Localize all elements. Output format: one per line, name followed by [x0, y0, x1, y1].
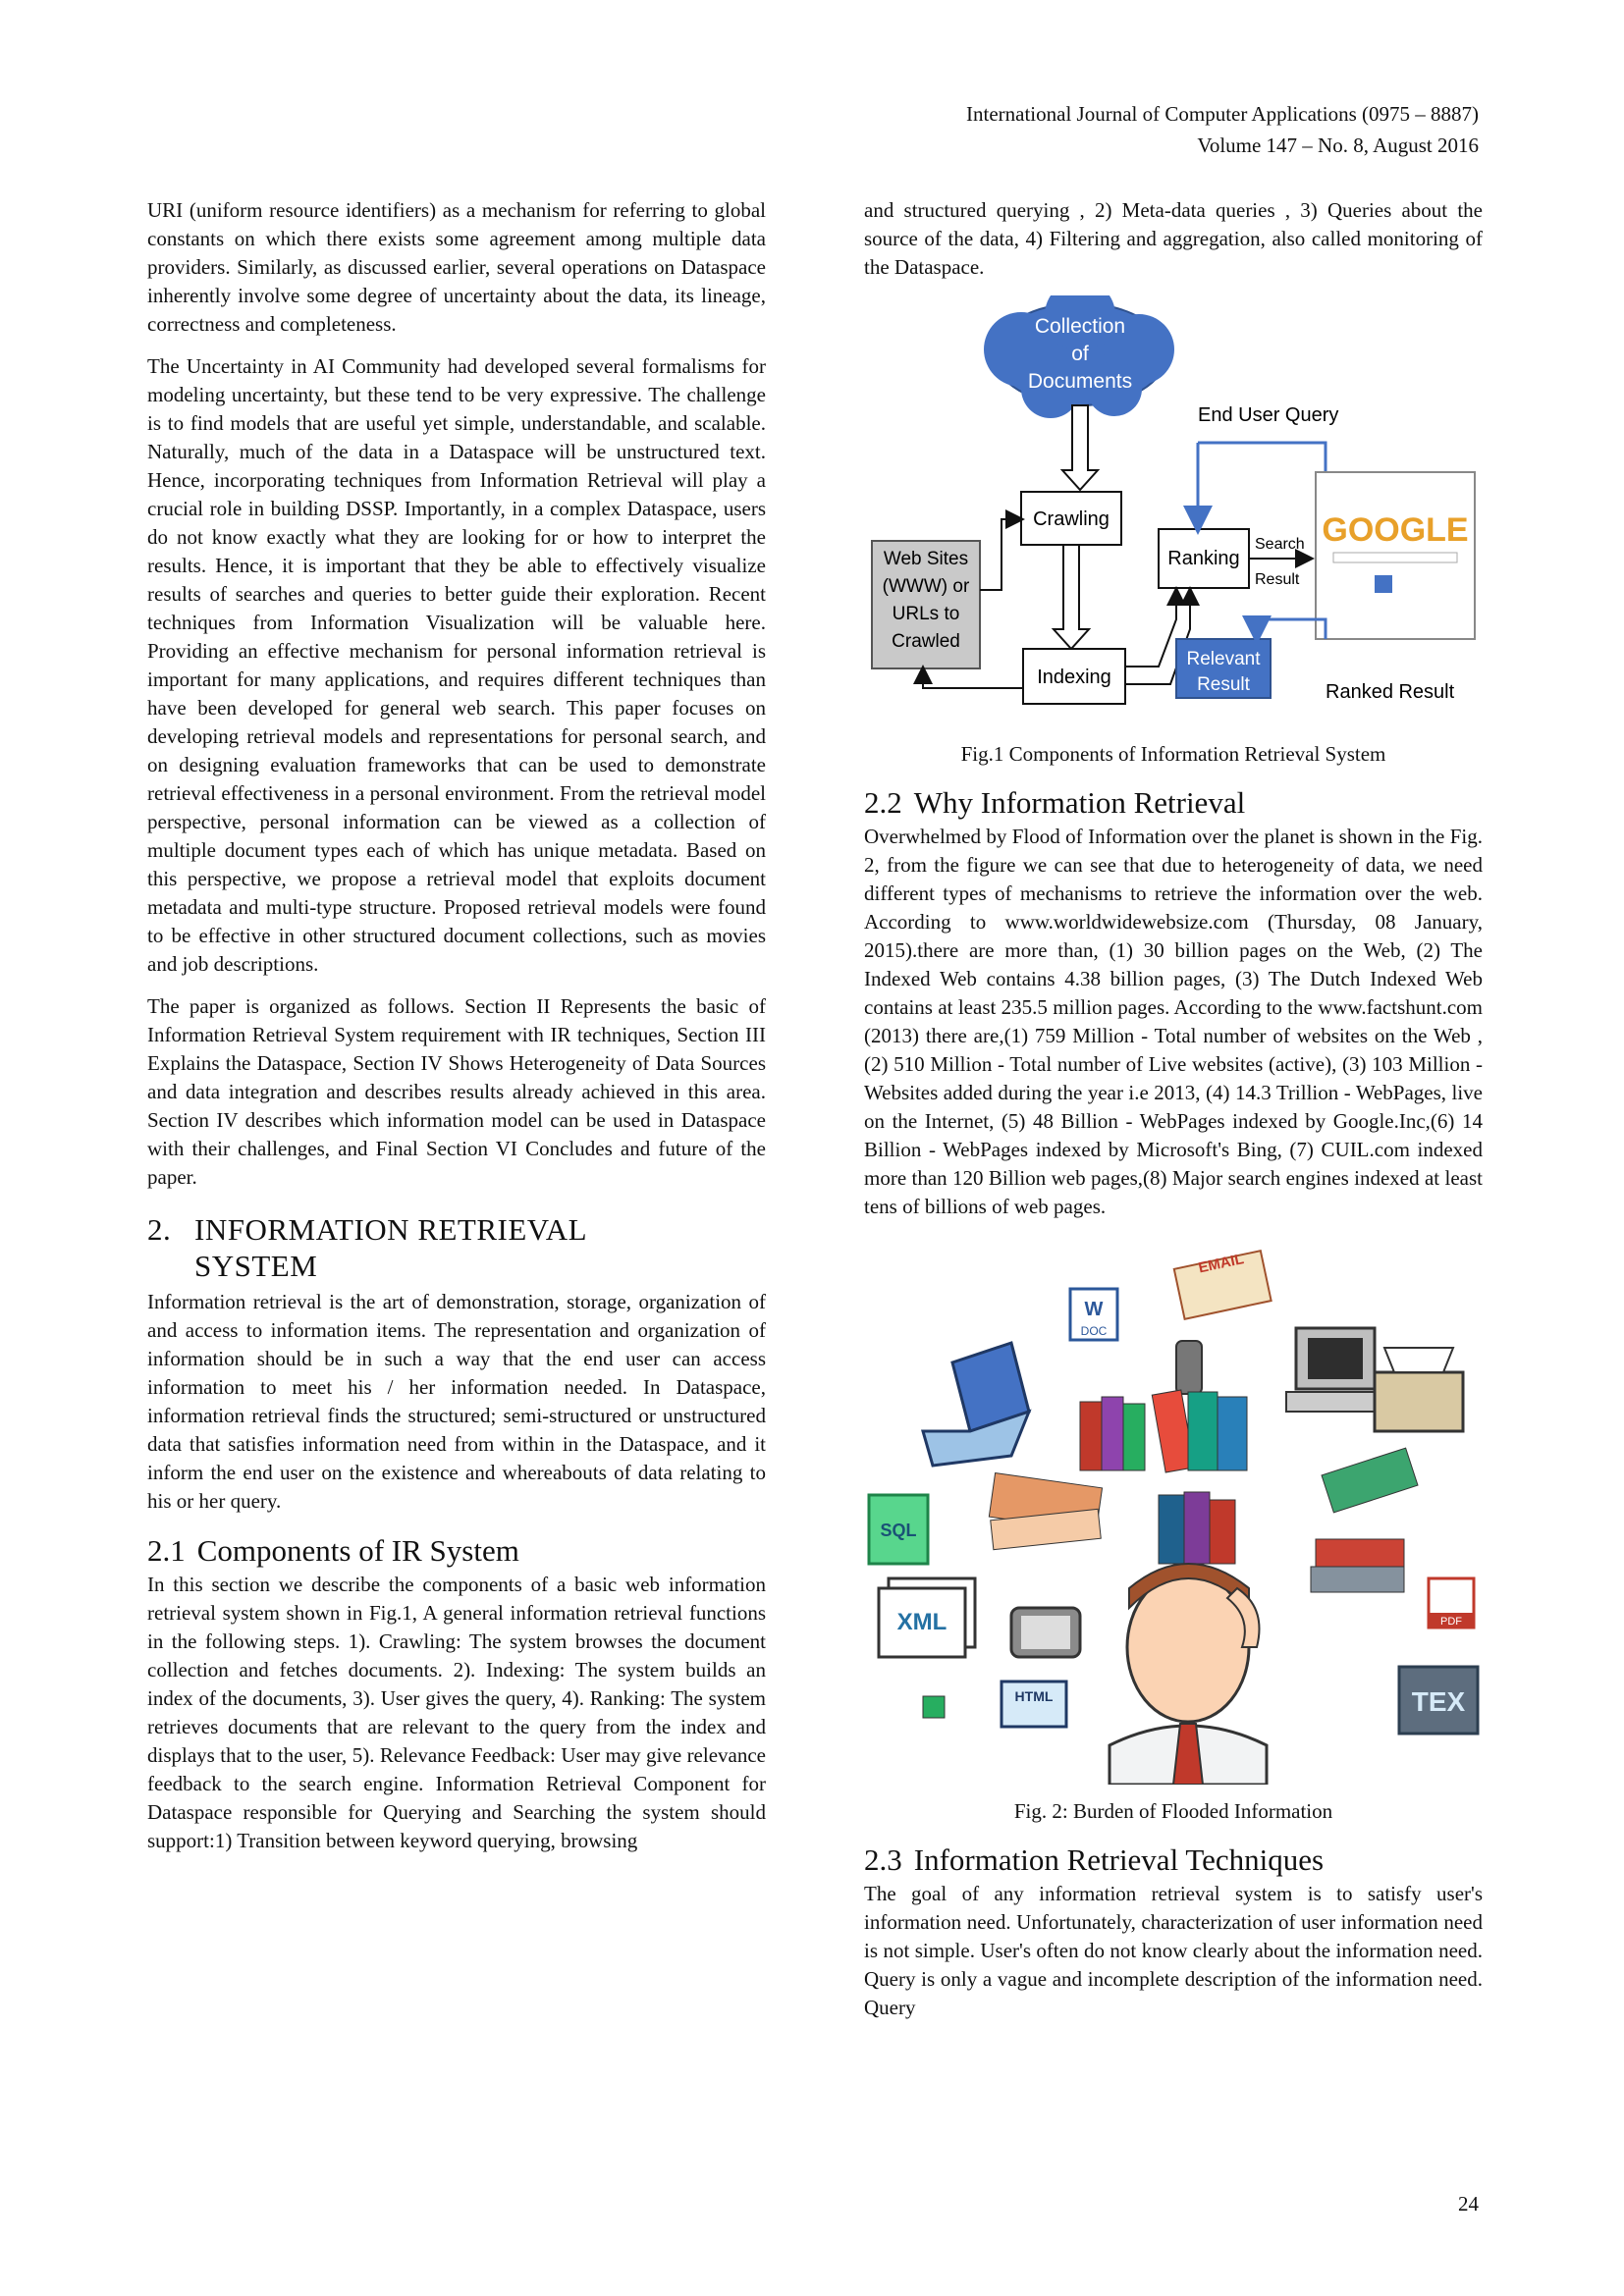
- html-icon: [1001, 1682, 1066, 1727]
- paragraph: The Uncertainty in AI Community had developed several formalisms for modeling uncertainty, but these tend to be very expressive. The challenge is to find models that are useful yet simple, understandable, and scalable. Naturally, much of the data in a Dataspace will be unstructured text. Hence, incorporating techniques from Information Retrieval will play a crucial role in building DSSP. Importantly, in a complex Dataspace, users do not know exactly what they are looking for or how to interpret the results. Hence, it is important that they be able to effectively visualize results of searches and queries to better guide their exploration. Recent techniques from Information Visualization will be valuable here. Providing an effective mechanism for personal information retrieval is important for many applications, and requires different techniques than have been developed for general web search. This paper focuses on developing retrieval models and representations for personal search, and on designing evaluation frameworks that can be used to demonstrate retrieval effectiveness in a personal environment. From the retrieval model perspective, personal information can be viewed as a collection of multiple document types each of which has unique metadata. Based on this perspective, we propose a retrieval model that exploits document metadata and multi-type structure. Proposed retrieval models were found to be effective in other structured document collections, such as movies and job descriptions.: [147, 354, 766, 976]
- result-label: Result: [1255, 571, 1300, 588]
- subsection-title: Components of IR System: [196, 1533, 519, 1568]
- flooded-information-illustration: [864, 1235, 1483, 1785]
- spreadsheet-icon: [923, 1696, 945, 1718]
- stressed-person-illustration: [1110, 1564, 1267, 1785]
- arrow-cloud-to-crawling: [1062, 405, 1098, 490]
- paragraph: Information retrieval is the art of demonstration, storage, organization of and access to information items. The representation and organization of information should be in such a way that the end user can access information to meet his / her information needed. In Dataspace, information retrieval finds the structured; semi-structured or unstructured data that satisfies information need from within in the Dataspace, and it inform the end user on the existence and whereabouts of data relating to his or her query.: [147, 1290, 766, 1513]
- right-column: [864, 196, 1483, 2036]
- books-icon: [989, 1390, 1418, 1592]
- google-screenshot: [1316, 472, 1475, 639]
- doc-label: DOC: [1080, 1324, 1108, 1338]
- google-button-icon: [1375, 575, 1392, 593]
- relevant-label-1: Relevant: [1186, 649, 1261, 669]
- paragraph: The paper is organized as follows. Section II Represents the basic of Information Retrieval System requirement with IR techniques, Section III Explains the Dataspace, Section IV Shows Heterogeneity of Data Sources and data integration and describes results already achieved in this area. Section IV describes which information model can be used in Dataspace with their challenges, and Final Section VI Concludes and future of the paper.: [147, 994, 766, 1189]
- email-icon: [1174, 1251, 1272, 1319]
- figure-1-caption: Fig.1 Components of Information Retrieval System: [960, 742, 1386, 766]
- cloud-collection-of-documents: [984, 295, 1174, 418]
- section-title-line1: INFORMATION RETRIEVAL: [194, 1212, 588, 1247]
- arrow-indexing-to-ranking-1: [1125, 590, 1176, 667]
- paragraph: URI (uniform resource identifiers) as a mechanism for referring to global constants on which there exists some agreement among multiple data providers. Similarly, as discussed earlier, several operations on Dataspace inherently involve some degree of uncertainty about the data, its lineage, correctness and completeness.: [147, 198, 766, 336]
- end-user-query-label: End User Query: [1198, 404, 1339, 426]
- ir-system-diagram: [864, 295, 1483, 727]
- arrow-websites-to-crawling: [980, 519, 1021, 590]
- google-logo-text: GOOGLE: [1322, 511, 1469, 549]
- subsection-number: 2.3: [864, 1842, 902, 1877]
- tv-icon: [1011, 1608, 1080, 1657]
- arrow-crawling-to-indexing: [1054, 545, 1089, 649]
- sql-label: SQL: [880, 1521, 917, 1540]
- section-heading: [147, 1211, 766, 1284]
- figure-2: [864, 1235, 1483, 1825]
- subsection-heading: [864, 785, 1483, 821]
- websites-label-1: Web Sites: [883, 549, 969, 569]
- paragraph: In this section we describe the components of a basic web information retrieval system shown in Fig.1, A general information retrieval functions in the following steps. 1). Crawling: The system browses the document collection and fetches documents. 2). Indexing: The system builds an index of the documents, 3). User gives the query, 4). Ranking: The system retrieves documents that are relevant to the query from the index and displays that to the user, 5). Relevance Feedback: User may give relevance feedback to the search engine. Information Retrieval Component for Dataspace responsible for Querying and Searching the system should support:1) Transition between keyword querying, browsing: [147, 1573, 766, 1852]
- subsection-heading: [147, 1533, 766, 1569]
- computer-icon: [1286, 1328, 1384, 1412]
- pdf-label: PDF: [1440, 1616, 1462, 1628]
- ranking-label: Ranking: [1167, 548, 1240, 569]
- subsection-number: 2.1: [147, 1533, 186, 1568]
- search-label: Search: [1255, 536, 1305, 553]
- indexing-label: Indexing: [1037, 667, 1111, 688]
- email-label: EMAIL: [1197, 1251, 1246, 1277]
- left-column: [147, 196, 766, 1869]
- tex-label: TEX: [1411, 1686, 1466, 1717]
- paragraph: and structured querying , 2) Meta-data queries , 3) Queries about the source of the data, 4) Filtering and aggregation, also called monitoring of the Dataspace.: [864, 198, 1483, 279]
- subsection-title: Information Retrieval Techniques: [913, 1842, 1325, 1877]
- figure-1: [864, 295, 1483, 768]
- websites-label-2: (WWW) or: [882, 576, 970, 597]
- crawling-label: Crawling: [1033, 508, 1110, 530]
- subsection-title: Why Information Retrieval: [913, 785, 1246, 820]
- paragraph: Overwhelmed by Flood of Information over the planet is shown in the Fig. 2, from the figure we can see that due to heterogeneity of data, we need different types of mechanisms to retrieve the information over the web. According to www.worldwidewebsize.com (Thursday, 08 January, 2015).there are more than, (1) 30 billion pages on the Web, (2) The Indexed Web contains 4.38 billion pages, (3) The Dutch Indexed Web contains at least 235.5 million pages. According to the www.factshunt.com (2013) there are,(1) 759 Million - Total number of websites on the Web ,(2) 510 Million - Total number of Live websites (active), (3) 103 Million - Websites added during the year i.e 2013, (4) 14.3 Trillion - WebPages, live on the Internet, (5) 48 Billion - WebPages indexed by Google.Inc,(6) 14 Billion - WebPages indexed by Microsoft's Bing, (7) CUIL.com indexed more than 120 Billion web pages,(8) Major search engines indexed at least tens of billions of web pages.: [864, 825, 1483, 1218]
- journal-title: International Journal of Computer Applications (0975 – 8887): [966, 102, 1479, 126]
- websites-label-3: URLs to: [892, 604, 960, 624]
- figure-2-caption: Fig. 2: Burden of Flooded Information: [1013, 1799, 1333, 1823]
- websites-label-4: Crawled: [892, 631, 960, 652]
- pdf-icon: [1429, 1578, 1474, 1628]
- cloud-label-2: of: [1071, 343, 1089, 365]
- section-title-line2: SYSTEM: [194, 1249, 318, 1283]
- relevant-label-2: Result: [1197, 674, 1250, 695]
- subsection-number: 2.2: [864, 785, 902, 820]
- svg-text:W: W: [1084, 1299, 1104, 1320]
- word-doc-icon: [1070, 1289, 1117, 1340]
- xml-file-icon: [879, 1578, 975, 1657]
- sql-database-icon: [869, 1495, 928, 1564]
- tex-icon: [1399, 1667, 1478, 1734]
- running-header: [966, 98, 1479, 161]
- cellphone-icon: [1176, 1341, 1202, 1394]
- printer-icon: [1375, 1348, 1463, 1431]
- volume-info: Volume 147 – No. 8, August 2016: [1197, 133, 1479, 157]
- cloud-label-3: Documents: [1027, 370, 1133, 393]
- ranked-result-label: Ranked Result: [1326, 681, 1455, 703]
- arrow-indexing-to-websites: [923, 668, 1023, 688]
- laptop-icon: [923, 1343, 1029, 1466]
- cloud-label-1: Collection: [1034, 315, 1126, 338]
- xml-label: XML: [896, 1609, 947, 1635]
- section-number: 2.: [147, 1212, 172, 1247]
- arrow-query-line: [1198, 443, 1326, 482]
- paragraph: The goal of any information retrieval system is to satisfy user's information need. Unfortunately, characterization of user information need is not simple. User's often do not know clearly about the information need. Query is only a vague and incomplete description of the information need. Query: [864, 1882, 1483, 2019]
- page-number: 24: [1458, 2192, 1479, 2216]
- subsection-heading: [864, 1842, 1483, 1878]
- html-label: HTML: [1014, 1688, 1054, 1704]
